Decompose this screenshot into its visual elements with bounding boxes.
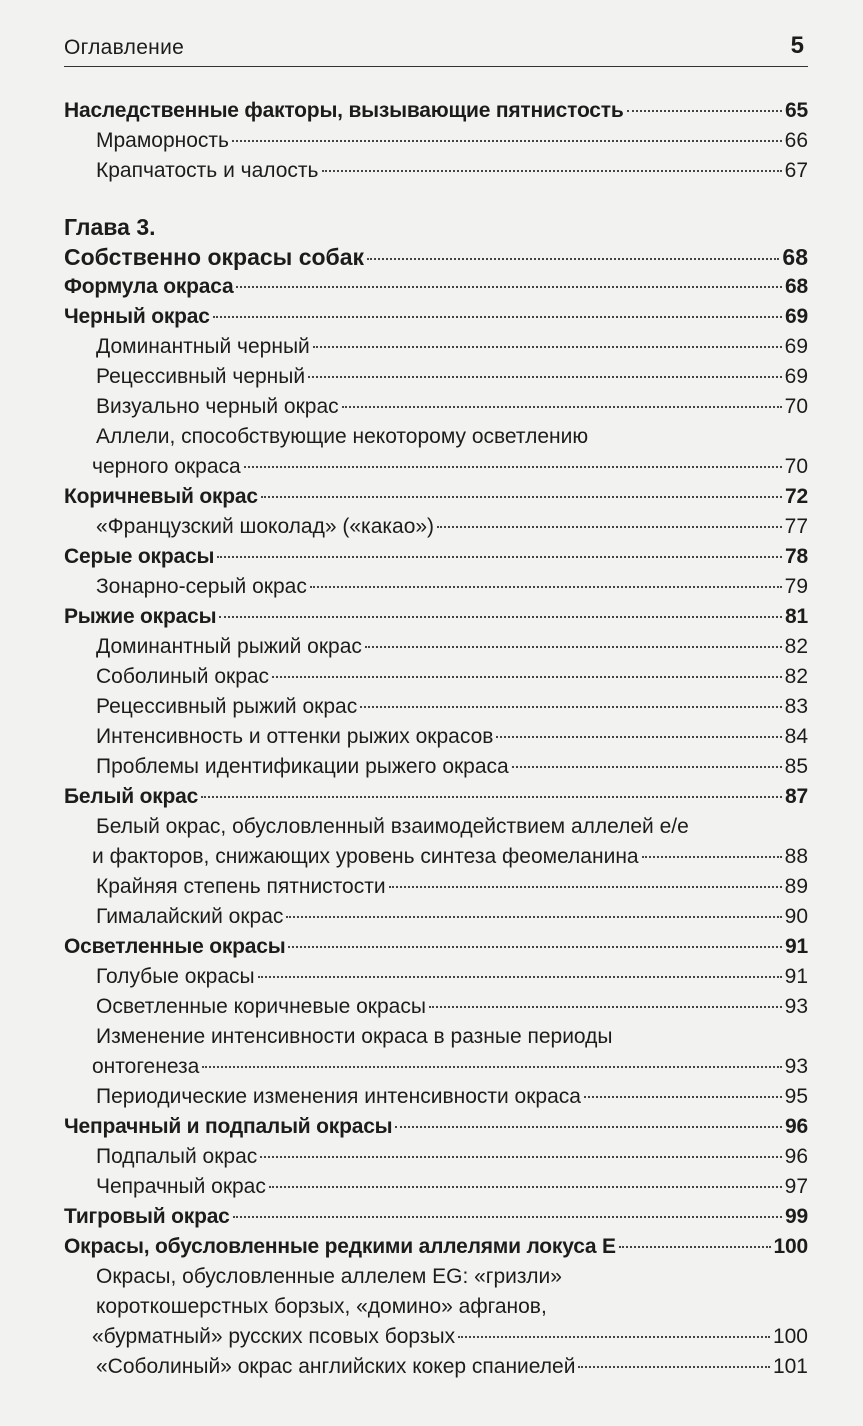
toc-entry-page: 78 bbox=[785, 545, 808, 568]
dot-leader bbox=[258, 976, 782, 978]
toc-entry-title: Наследственные факторы, вызывающие пятнистость bbox=[64, 99, 624, 122]
toc-entry-page: 97 bbox=[784, 1175, 808, 1198]
dot-leader bbox=[236, 286, 782, 288]
toc-entry-title: онтогенеза bbox=[92, 1055, 200, 1078]
toc-entry-title: Серые окрасы bbox=[64, 545, 215, 568]
toc-entry bbox=[64, 302, 808, 332]
toc-entry-page: 96 bbox=[784, 1145, 808, 1168]
dot-leader bbox=[288, 946, 782, 948]
toc-entry-page: 69 bbox=[784, 335, 808, 358]
toc-entry bbox=[64, 722, 808, 752]
dot-leader bbox=[219, 616, 782, 618]
dot-leader bbox=[232, 140, 782, 142]
dot-leader bbox=[269, 1186, 782, 1188]
dot-leader bbox=[201, 796, 782, 798]
dot-leader bbox=[313, 346, 782, 348]
toc-entry-title: Рыжие окрасы bbox=[64, 605, 217, 628]
toc-entry-title: Окрасы, обусловленные редкими аллелями локуса Е bbox=[64, 1235, 616, 1258]
toc-entry bbox=[64, 362, 808, 392]
toc-entry bbox=[64, 482, 808, 512]
toc-entry-line: Белый окрас, обусловленный взаимодействием аллелей е/е bbox=[96, 815, 689, 838]
dot-leader bbox=[584, 1096, 782, 1098]
toc-entry bbox=[64, 1082, 808, 1112]
toc-entry-title: Визуально черный окрас bbox=[96, 395, 339, 418]
toc-entry-title: Крайняя степень пятнистости bbox=[96, 875, 386, 898]
toc-entry-title: черного окраса bbox=[92, 455, 241, 478]
toc-entry-title: Рецессивный рыжий окрас bbox=[96, 695, 358, 718]
toc-entry bbox=[64, 1202, 808, 1232]
dot-leader bbox=[260, 1156, 781, 1158]
toc-entry-title: Подпалый окрас bbox=[96, 1145, 258, 1168]
toc-entry-line: Окрасы, обусловленные аллелем EG: «гризли» bbox=[96, 1265, 562, 1288]
dot-leader bbox=[308, 376, 782, 378]
chapter-title: Собственно окрасы собак bbox=[64, 244, 365, 270]
toc-entry-line: Аллели, способствующие некоторому осветлению bbox=[96, 425, 589, 448]
toc-entry-title: Крапчатость и чалость bbox=[96, 159, 319, 182]
dot-leader bbox=[619, 1246, 771, 1248]
chapter-title-entry bbox=[64, 242, 808, 272]
toc-entry-title: Чепрачный окрас bbox=[96, 1175, 266, 1198]
toc-entry-page: 93 bbox=[784, 995, 808, 1018]
toc-entry bbox=[64, 1322, 808, 1352]
toc-entry bbox=[64, 932, 808, 962]
toc-entry-title: Проблемы идентификации рыжего окраса bbox=[96, 755, 509, 778]
running-header bbox=[64, 32, 808, 67]
toc-entry-page: 91 bbox=[784, 965, 808, 988]
toc-entry-page: 87 bbox=[785, 785, 808, 808]
toc-entry bbox=[64, 1112, 808, 1142]
dot-leader bbox=[389, 886, 782, 888]
toc-entry-page: 88 bbox=[784, 845, 808, 868]
toc-entry bbox=[64, 392, 808, 422]
toc-entry-page: 83 bbox=[784, 695, 808, 718]
chapter-page: 68 bbox=[782, 244, 808, 270]
toc-entry bbox=[64, 126, 808, 156]
toc-entry-page: 90 bbox=[784, 905, 808, 928]
chapter-heading bbox=[64, 212, 808, 272]
toc-entry bbox=[64, 96, 808, 126]
toc-entry-page: 70 bbox=[784, 395, 808, 418]
toc-entry-page: 69 bbox=[784, 365, 808, 388]
toc-entry bbox=[64, 1052, 808, 1082]
toc-entry bbox=[64, 542, 808, 572]
toc-entry-title: Белый окрас bbox=[64, 785, 199, 808]
toc-entry-page: 72 bbox=[785, 485, 808, 508]
page-number: 5 bbox=[790, 32, 804, 59]
toc-entry-title: Гималайский окрас bbox=[96, 905, 284, 928]
toc-entry-title: Мраморность bbox=[96, 129, 229, 152]
toc-entry bbox=[64, 156, 808, 186]
toc-entry-page: 84 bbox=[784, 725, 808, 748]
dot-leader bbox=[342, 406, 782, 408]
toc-entry bbox=[64, 902, 808, 932]
dot-leader bbox=[233, 1216, 782, 1218]
toc-entry-page: 85 bbox=[784, 755, 808, 778]
running-header-title: Оглавление bbox=[64, 36, 185, 59]
toc-entry-title: Голубые окрасы bbox=[96, 965, 255, 988]
toc-entry-title: Тигровый окрас bbox=[64, 1205, 230, 1228]
toc-entry-page: 77 bbox=[784, 515, 808, 538]
dot-leader bbox=[429, 1006, 782, 1008]
toc-entry-page: 101 bbox=[772, 1355, 808, 1378]
toc-entry-title: Рецессивный черный bbox=[96, 365, 306, 388]
toc-entry-page: 65 bbox=[785, 99, 808, 122]
dot-leader bbox=[578, 1366, 770, 1368]
toc-entry-page: 68 bbox=[785, 275, 808, 298]
toc-entry-title: Осветленные коричневые окрасы bbox=[96, 995, 426, 1018]
dot-leader bbox=[627, 110, 782, 112]
toc-entry bbox=[64, 1352, 808, 1382]
toc-entry-title: Доминантный рыжий окрас bbox=[96, 635, 362, 658]
toc-entry-page: 100 bbox=[772, 1325, 808, 1348]
toc-entry-page: 95 bbox=[784, 1085, 808, 1108]
toc-entry bbox=[64, 752, 808, 782]
toc-entry-title: Интенсивность и оттенки рыжих окрасов bbox=[96, 725, 494, 748]
dot-leader bbox=[512, 766, 782, 768]
dot-leader bbox=[367, 258, 779, 260]
toc-entry-page: 91 bbox=[785, 935, 808, 958]
dot-leader bbox=[217, 556, 782, 558]
toc-entry bbox=[64, 662, 808, 692]
dot-leader bbox=[213, 316, 782, 318]
dot-leader bbox=[458, 1336, 770, 1338]
toc-entry-page: 82 bbox=[784, 665, 808, 688]
dot-leader bbox=[322, 170, 782, 172]
toc-entry-page: 81 bbox=[785, 605, 808, 628]
toc-entry bbox=[64, 872, 808, 902]
dot-leader bbox=[244, 466, 782, 468]
toc-entry-title: Соболиный окрас bbox=[96, 665, 270, 688]
toc-entry-title: Черный окрас bbox=[64, 305, 210, 328]
toc-entry bbox=[64, 452, 808, 482]
dot-leader bbox=[286, 916, 781, 918]
toc-entry-page: 66 bbox=[784, 129, 808, 152]
toc-entry bbox=[64, 572, 808, 602]
toc-entry bbox=[64, 272, 808, 302]
toc-entry-title: «Соболиный» окрас английских кокер спаниелей bbox=[96, 1355, 576, 1378]
toc-entry bbox=[64, 962, 808, 992]
toc-entry bbox=[64, 992, 808, 1022]
toc-entry-title: «бурматный» русских псовых борзых bbox=[92, 1325, 456, 1348]
toc-entry-page: 100 bbox=[773, 1235, 808, 1258]
toc-entry-title: Осветленные окрасы bbox=[64, 935, 286, 958]
dot-leader bbox=[360, 706, 781, 708]
dot-leader bbox=[496, 736, 781, 738]
dot-leader bbox=[310, 586, 782, 588]
table-of-contents bbox=[64, 96, 808, 1382]
dot-leader bbox=[437, 526, 782, 528]
toc-entry-line: Изменение интенсивности окраса в разные периоды bbox=[96, 1025, 613, 1048]
toc-entry-title: Доминантный черный bbox=[96, 335, 310, 358]
toc-entry bbox=[64, 632, 808, 662]
toc-entry-title: Чепрачный и подпалый окрасы bbox=[64, 1115, 393, 1138]
toc-entry-page: 79 bbox=[784, 575, 808, 598]
dot-leader bbox=[395, 1126, 782, 1128]
toc-entry-page: 70 bbox=[784, 455, 808, 478]
toc-entry bbox=[64, 692, 808, 722]
toc-entry bbox=[64, 782, 808, 812]
toc-entry bbox=[64, 512, 808, 542]
dot-leader bbox=[202, 1066, 781, 1068]
toc-entry bbox=[64, 1172, 808, 1202]
toc-entry-page: 67 bbox=[784, 159, 808, 182]
toc-entry bbox=[64, 1232, 808, 1262]
toc-entry-title: Зонарно-серый окрас bbox=[96, 575, 307, 598]
chapter-label: Глава 3. bbox=[64, 214, 156, 240]
toc-entry-title: «Французский шоколад» («какао») bbox=[96, 515, 435, 538]
toc-entry-page: 93 bbox=[784, 1055, 808, 1078]
toc-entry-page: 99 bbox=[785, 1205, 808, 1228]
dot-leader bbox=[261, 496, 782, 498]
toc-entry-title: и факторов, снижающих уровень синтеза феомеланина bbox=[92, 845, 639, 868]
toc-entry bbox=[64, 1142, 808, 1172]
toc-entry bbox=[64, 332, 808, 362]
toc-entry-page: 82 bbox=[784, 635, 808, 658]
dot-leader bbox=[272, 676, 782, 678]
toc-entry bbox=[64, 602, 808, 632]
dot-leader bbox=[642, 856, 782, 858]
toc-entry-title: Периодические изменения интенсивности окраса bbox=[96, 1085, 581, 1108]
toc-entry-page: 89 bbox=[784, 875, 808, 898]
toc-entry-page: 69 bbox=[785, 305, 808, 328]
dot-leader bbox=[365, 646, 782, 648]
toc-entry-title: Формула окраса bbox=[64, 275, 234, 298]
toc-entry-page: 96 bbox=[785, 1115, 808, 1138]
toc-entry-line: короткошерстных борзых, «домино» афганов, bbox=[96, 1295, 547, 1318]
toc-entry bbox=[64, 842, 808, 872]
toc-entry-title: Коричневый окрас bbox=[64, 485, 258, 508]
